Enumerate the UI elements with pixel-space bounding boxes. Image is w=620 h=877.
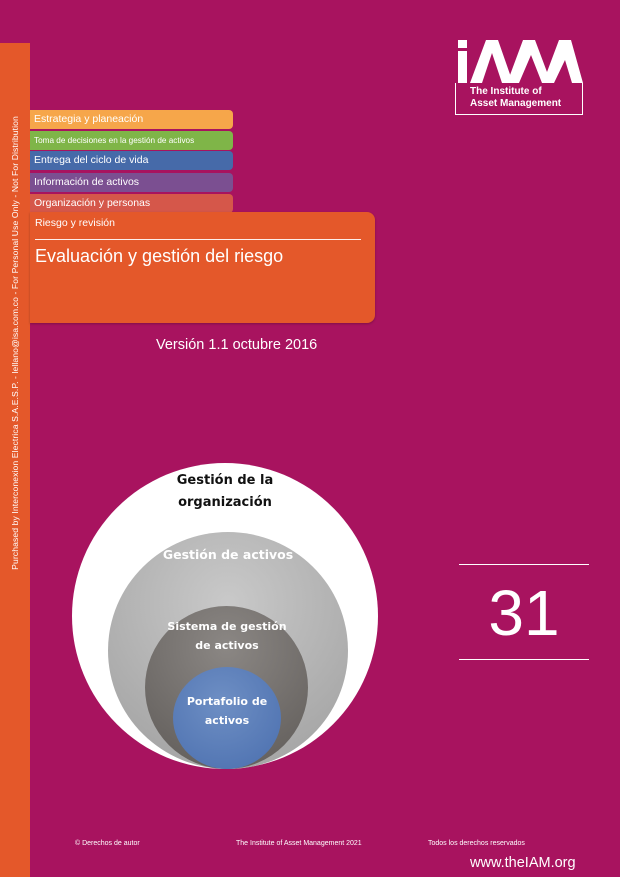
number-rule-top [459, 564, 589, 565]
iam-logo-icon [455, 40, 585, 84]
number-rule-bottom [459, 659, 589, 660]
side-banner [0, 43, 30, 877]
logo-line-1: The Institute of [470, 86, 542, 97]
tab-organizacion[interactable]: Organización y personas [30, 194, 233, 213]
footer-institute: The Institute of Asset Management 2021 [236, 840, 362, 847]
tab-riesgo-revision[interactable] [30, 212, 375, 323]
label-portafolio: Portafolio de activos [186, 695, 268, 727]
document-title: Evaluación y gestión del riesgo [35, 246, 284, 266]
footer-rights: Todos los derechos reservados [428, 840, 525, 847]
logo-line-2: Asset Management [470, 98, 562, 109]
version-label: Versión 1.1 octubre 2016 [156, 337, 318, 353]
tab-estrategia[interactable]: Estrategia y planeación [30, 110, 233, 129]
website-link[interactable]: www.theIAM.org [470, 855, 576, 871]
section-category: Riesgo y revisión [35, 217, 115, 229]
document-number: 31 [488, 577, 560, 649]
tab-informacion-activos[interactable]: Información de activos [30, 173, 233, 192]
divider [35, 239, 361, 240]
label-gestion-activos: Gestión de activos [162, 547, 294, 562]
footer-copyright: © Derechos de autor [75, 840, 140, 847]
purchase-notice: Purchased by Interconexion Electrica S.A.E.S.P. - lellano@isa.com.co - For Personal Use Only - Not For Distribution [10, 116, 20, 570]
iam-logo [455, 40, 585, 116]
label-sistema-gestion: Sistema de gestión de activos [167, 620, 287, 652]
tab-toma-decisiones[interactable]: Toma de decisiones en la gestión de activos [30, 131, 233, 150]
tab-entrega-ciclo[interactable]: Entrega del ciclo de vida [30, 151, 233, 170]
label-organizacion: Gestión de la organización [176, 473, 274, 510]
